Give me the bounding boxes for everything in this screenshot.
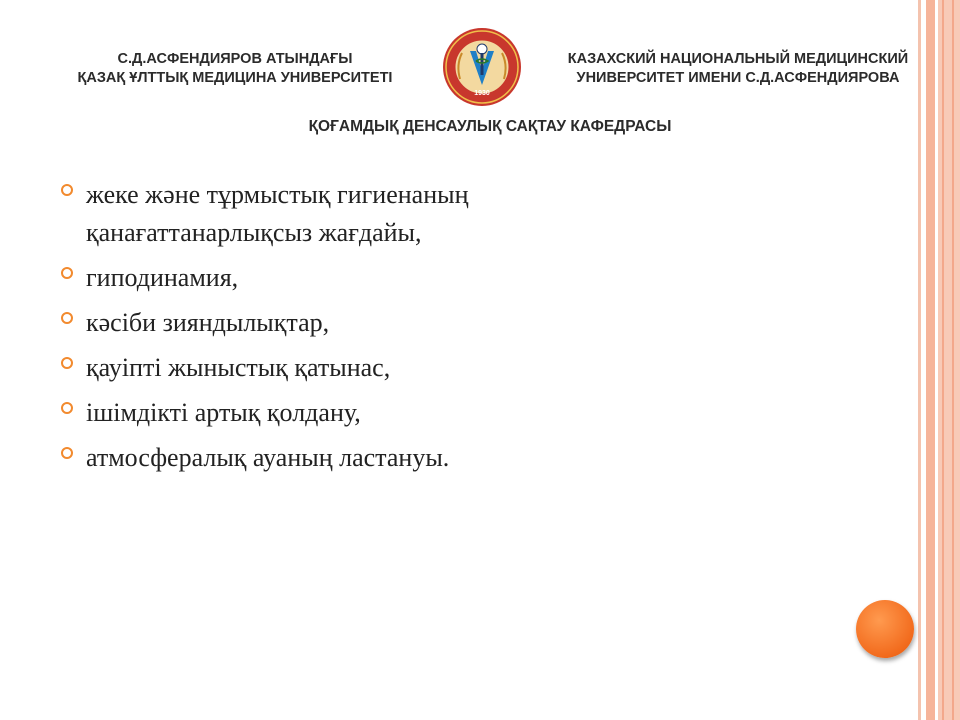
risk-factor-list	[58, 176, 878, 484]
header-left-line2: ҚАЗАҚ ҰЛТТЫҚ МЕДИЦИНА УНИВЕРСИТЕТІ	[77, 70, 393, 86]
university-emblem-icon	[442, 27, 522, 107]
list-item-text: қауіпті жыныстық қатынас,	[86, 353, 391, 382]
logo-year: 1930	[474, 90, 490, 97]
bullet-circle-icon	[61, 184, 73, 196]
bullet-circle-icon	[61, 402, 73, 414]
list-item	[58, 304, 878, 342]
header-right-line2: УНИВЕРСИТЕТ ИМЕНИ С.Д.АСФЕНДИЯРОВА	[576, 70, 900, 86]
header-left-line1: С.Д.АСФЕНДИЯРОВ АТЫНДАҒЫ	[117, 51, 353, 67]
list-item-text: атмосфералық ауаның ластануы.	[86, 443, 450, 472]
university-name-russian	[548, 50, 928, 88]
bullet-circle-icon	[61, 312, 73, 324]
list-item-text: гиподинамия,	[86, 263, 239, 292]
list-item	[58, 176, 878, 252]
bullet-circle-icon	[61, 267, 73, 279]
department-title: ҚОҒАМДЫҚ ДЕНСАУЛЫҚ САҚТАУ КАФЕДРАСЫ	[308, 118, 672, 135]
bullet-circle-icon	[61, 447, 73, 459]
list-item-text: кәсіби зияндылықтар,	[86, 308, 330, 337]
list-item	[58, 439, 878, 477]
bullet-circle-icon	[61, 357, 73, 369]
list-item-text: ішімдікті артық қолдану,	[86, 398, 361, 427]
header-right-line1: КАЗАХСКИЙ НАЦИОНАЛЬНЫЙ МЕДИЦИНСКИЙ	[567, 51, 909, 67]
decor-stripe	[942, 0, 944, 720]
list-item-text: қанағаттанарлықсыз жағдайы,	[86, 218, 422, 247]
decor-stripe	[926, 0, 935, 720]
decor-orange-circle	[856, 600, 914, 658]
list-item	[58, 259, 878, 297]
list-item-text: жеке және тұрмыстық гигиенаның	[86, 180, 469, 209]
list-item	[58, 349, 878, 387]
university-name-kazakh	[50, 50, 420, 88]
decor-stripe	[918, 0, 921, 720]
decor-stripe	[952, 0, 954, 720]
list-item	[58, 394, 878, 432]
